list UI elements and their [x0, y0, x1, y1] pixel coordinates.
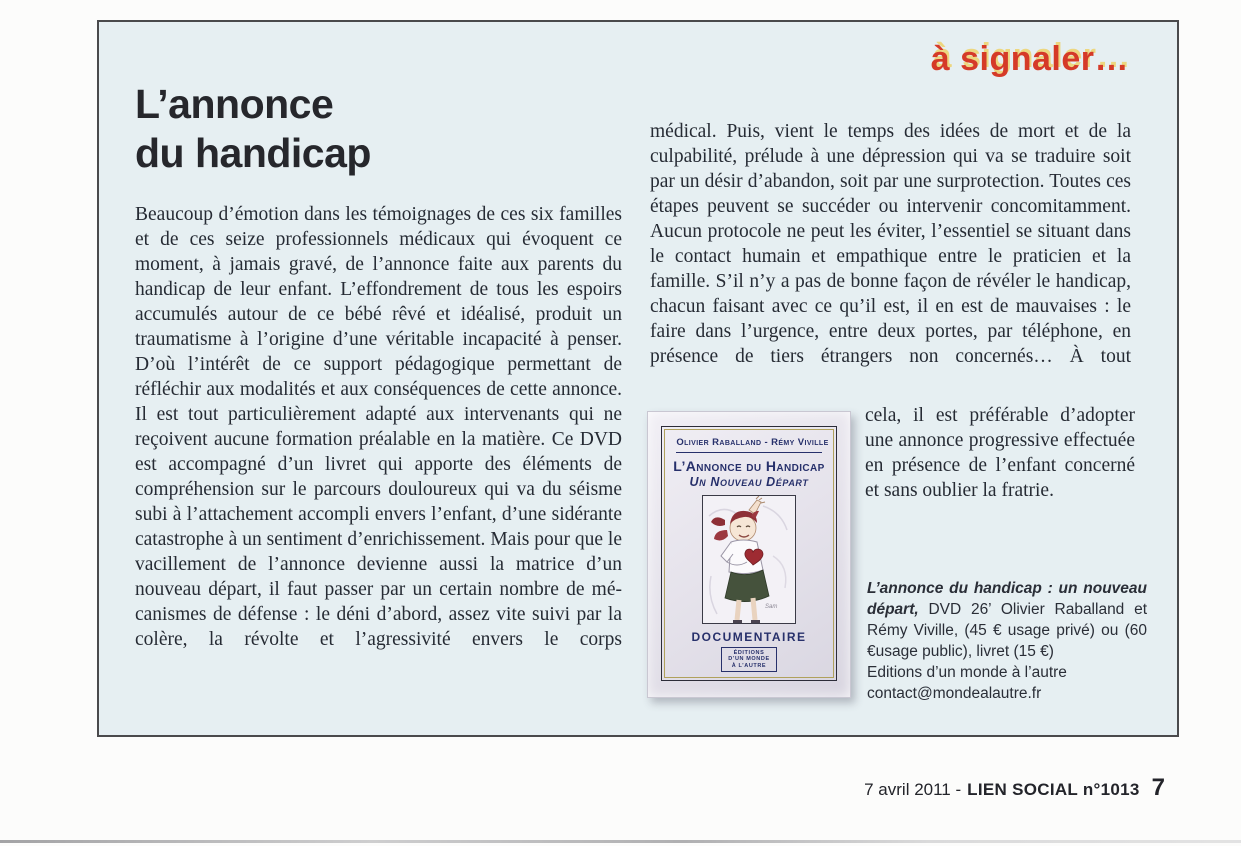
- footer-issue: LIEN SOCIAL n°1013: [967, 780, 1140, 799]
- caption-title: L’annonce du handicap : un nouveau départ,: [867, 580, 1147, 618]
- dvd-publisher-logo-line2: D’UN MONDE: [728, 656, 770, 662]
- caption-publisher: Editions d’un monde à l’autre: [867, 664, 1067, 681]
- article-title-line2: du handicap: [135, 130, 371, 176]
- dvd-genre: DOCUMENTAIRE: [691, 629, 807, 644]
- footer-date: 7 avril 2011 -: [864, 780, 962, 799]
- article-title-line1: L’annonce: [135, 81, 334, 127]
- section-label: à signaler…: [930, 40, 1129, 78]
- scan-artifact-line: [0, 840, 1241, 843]
- article-column-left: Beaucoup d’émotion dans les témoignages de ces six familles et de ces seize professionnels médicaux qui évoquent ce moment, à jamais gravé, de l’annonce faite aux parents du handicap de leur enfant. L’effondrement de tous les espoirs accumulés autour de ce bébé rêvé et idéalisé, produit un traumatisme à l’origine d’une véritable incapacité à penser. D’où l’intérêt de ce support pédagogique permettant de réfléchir aux modalités et aux conséquences de cette annonce. Il est tout particulièrement adapté aux intervenants qui ne reçoivent aucune formation préalable en la matière. Ce DVD est accompagné d’un livret qui apporte des éléments de compréhension sur le parcours douloureux qui va du séisme subi à l’attachement accompli envers l’enfant, d’une sidérante catastrophe à un sentiment d’enrichissement. Mais pour que le vacillement de l’annonce devienne aussi la matrice d’un nouveau départ, il faut passer par un certain nombre de mécanismes de défense : le déni d’abord, assez vite suivi par la colère, la révolte et l’agressivité envers le corps: [135, 204, 622, 650]
- dvd-publisher-logo-line3: À L’AUTRE: [731, 662, 767, 669]
- article-column-right-wrapped: cela, il est préférable d’adopter une annonce progressive effectuée en présence de l’enfant concerné et sans oublier la fratrie.: [865, 405, 1135, 501]
- article-box: [97, 20, 1179, 737]
- dvd-cover-image: [647, 411, 851, 698]
- dvd-publisher-logo-line1: ÉDITIONS: [733, 649, 765, 656]
- dvd-cover-frame: [661, 426, 837, 681]
- article-title: [135, 80, 371, 178]
- dvd-subtitle: Un Nouveau Départ: [689, 475, 809, 489]
- girl-illustration: [702, 495, 796, 624]
- dvd-authors: Olivier Raballand - Rémy Viville: [676, 437, 821, 453]
- article-column-right: médical. Puis, vient le temps des idées de mort et de la culpabilité, prélude à une dépression qui va se traduire soit par un désir d’abandon, soit par une surprotection. Toutes ces étapes peuvent se succéder ou intervenir concomitamment. Aucun protocole ne peut les éviter, l’essentiel se situant dans le contact humain et empathique entre le praticien et la famille. S’il n’y a pas de bonne façon de révéler le handicap, chacun faisant avec ce qu’il est, il en est de mauvaises : le faire dans l’urgence, entre deux portes, par téléphone, en présence de tiers étrangers non concernés… À tout: [650, 121, 1131, 367]
- dvd-caption: [867, 578, 1147, 704]
- footer-page-number: 7: [1151, 774, 1165, 801]
- caption-email: contact@mondealautre.fr: [867, 685, 1042, 702]
- caption-details: DVD 26’ Olivier Raballand et Rémy Viville, (45 € usage privé) ou (60 €usage public), livret (15 €): [867, 601, 1147, 660]
- svg-text:Sam: Sam: [765, 604, 778, 610]
- page-footer: [864, 774, 1165, 802]
- dvd-title: L’Annonce du Handicap: [673, 458, 825, 474]
- dvd-publisher-logo: [721, 647, 776, 673]
